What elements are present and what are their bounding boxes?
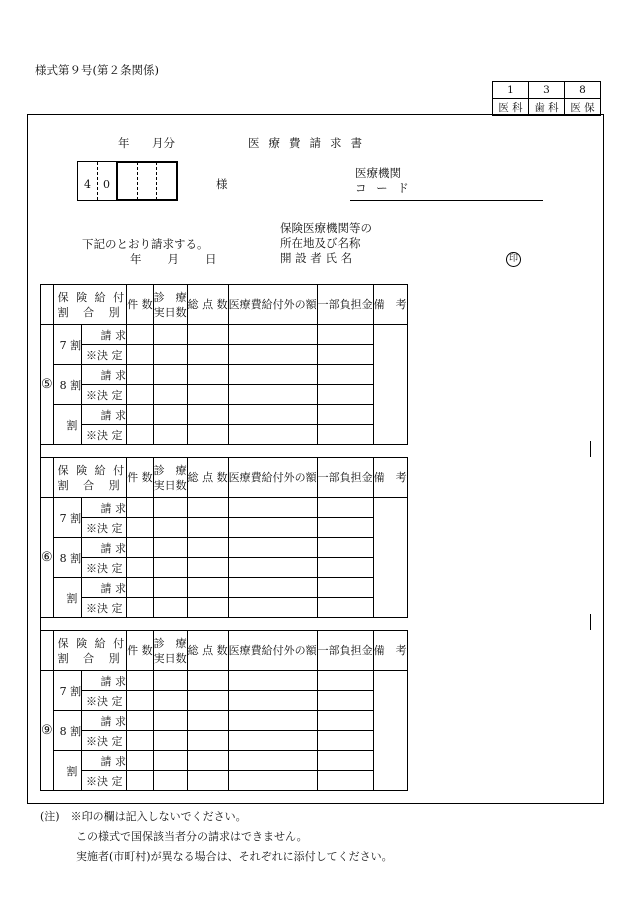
address-line: 所在地及び名称 [280,236,361,250]
points-cell[interactable] [187,405,228,425]
copay-cell[interactable] [317,405,373,425]
header-text: 割 合 別 [57,651,120,665]
points-cell[interactable] [187,671,228,691]
days-header [153,458,187,498]
count-header: 件 数 [127,285,154,325]
ratio-header [53,285,127,325]
copay-cell[interactable] [317,538,373,558]
non-benefit-cell[interactable] [228,711,317,731]
row-label: ※決 定 [82,518,127,538]
header-text: 保 険 給 付 [57,290,127,304]
non-benefit-cell[interactable] [228,671,317,691]
points-cell[interactable] [187,711,228,731]
non-benefit-cell[interactable] [228,498,317,518]
code-label: 医 保 [565,99,601,116]
points-header: 総 点 数 [187,631,228,671]
copay-cell[interactable] [317,751,373,771]
dashed-divider [137,162,138,200]
row-label: 請 求 [82,365,127,385]
dashed-divider [156,162,157,200]
non-benefit-cell[interactable] [228,325,317,345]
ratio-label: 割 [53,578,82,618]
points-cell[interactable] [187,751,228,771]
copay-header: 一部負担金 [317,631,373,671]
non-benefit-cell[interactable] [228,691,317,711]
non-benefit-cell[interactable] [228,538,317,558]
points-header: 総 点 数 [187,285,228,325]
header-text: 実日数 [153,651,187,665]
days-header [153,285,187,325]
row-label: ※決 定 [82,731,127,751]
days-cell[interactable] [153,365,187,385]
ratio-header [53,631,127,671]
non-benefit-cell[interactable] [228,365,317,385]
recipient-code-input[interactable] [116,161,178,201]
row-label: ※決 定 [82,691,127,711]
title-year: 年 [118,136,132,150]
row-label: 請 求 [82,325,127,345]
points-cell[interactable] [187,365,228,385]
row-label: ※決 定 [82,771,127,791]
row-label: ※決 定 [82,385,127,405]
days-cell[interactable] [153,731,187,751]
institution-address-label [280,221,372,266]
remarks-header: 備 考 [373,285,407,325]
count-cell[interactable] [127,771,154,791]
copay-cell[interactable] [317,365,373,385]
remarks-header: 備 考 [373,631,407,671]
code-digit: 0 [103,178,110,191]
header-text: 診 療 [153,636,187,650]
page-title: 医療費請求書 [248,136,371,150]
empty-header [41,458,54,498]
address-line: 保険医療機関等の [280,221,372,235]
count-cell[interactable] [127,578,154,598]
header-text: 保 険 給 付 [57,463,127,477]
non-benefit-cell[interactable] [228,751,317,771]
title-month: 月分 [152,136,175,150]
form-number: 様式第９号(第２条関係) [35,63,159,77]
days-cell[interactable] [153,325,187,345]
row-label: 請 求 [82,751,127,771]
notes [40,807,393,867]
code-cell: 3 [529,82,565,99]
empty-header [41,285,54,325]
copay-cell[interactable] [317,498,373,518]
ratio-label: 7 割 [53,498,82,538]
non-benefit-cell[interactable] [228,345,317,365]
ratio-label: 8 割 [53,711,82,751]
copay-cell[interactable] [317,671,373,691]
points-cell[interactable] [187,578,228,598]
code-cell: 1 [493,82,529,99]
count-cell[interactable] [127,691,154,711]
notes-prefix: (注) [40,810,60,823]
institution-code-field[interactable] [350,200,543,201]
header-text: 実日数 [153,478,187,492]
institution-code-label [355,166,412,196]
section-separator [40,614,591,630]
section-marker: ⑤ [41,325,54,445]
non-benefit-cell[interactable] [228,518,317,538]
days-cell[interactable] [153,558,187,578]
points-cell[interactable] [187,691,228,711]
copay-cell[interactable] [317,325,373,345]
copay-header: 一部負担金 [317,458,373,498]
days-cell[interactable] [153,671,187,691]
remarks-cell[interactable] [373,671,407,791]
ratio-label: 8 割 [53,365,82,405]
copay-cell[interactable] [317,345,373,365]
section-marker: ⑨ [41,671,54,791]
address-line: 開 設 者 氏 名 [280,251,353,265]
institution-code-line: コ ー ド [355,181,412,195]
count-cell[interactable] [127,365,154,385]
points-cell[interactable] [187,558,228,578]
days-cell[interactable] [153,691,187,711]
points-cell[interactable] [187,538,228,558]
count-cell[interactable] [127,385,154,405]
claim-table [40,457,408,618]
days-header [153,631,187,671]
non-benefit-cell[interactable] [228,385,317,405]
header-text: 診 療 [153,290,187,304]
dashed-divider [97,162,98,200]
row-label: 請 求 [82,538,127,558]
note-line: 実施者(市町村)が異なる場合は、それぞれに添付してください。 [76,850,393,863]
note-line: この様式で国保該当者分の請求はできません。 [76,830,308,843]
header-text: 割 合 別 [57,305,120,319]
days-cell[interactable] [153,385,187,405]
points-cell[interactable] [187,771,228,791]
points-header: 総 点 数 [187,458,228,498]
seal-icon: 印 [506,252,521,267]
non-benefit-cell[interactable] [228,558,317,578]
non-benefit-cell[interactable] [228,405,317,425]
days-cell[interactable] [153,538,187,558]
institution-code-line: 医療機関 [355,166,401,180]
date-line: 年 月 日 [130,252,218,266]
points-cell[interactable] [187,518,228,538]
row-label: ※決 定 [82,345,127,365]
count-cell[interactable] [127,498,154,518]
request-text: 下記のとおり請求する。 [82,237,209,251]
count-header: 件 数 [127,458,154,498]
count-header: 件 数 [127,631,154,671]
row-label: 請 求 [82,578,127,598]
ratio-header [53,458,127,498]
copay-cell[interactable] [317,385,373,405]
ratio-label: 8 割 [53,538,82,578]
ratio-label: 7 割 [53,325,82,365]
ratio-label: 割 [53,405,82,445]
points-cell[interactable] [187,345,228,365]
days-cell[interactable] [153,711,187,731]
remarks-cell[interactable] [373,325,407,445]
points-cell[interactable] [187,731,228,751]
row-label: 請 求 [82,711,127,731]
code-label: 歯 科 [529,99,565,116]
code-cell: 8 [565,82,601,99]
ratio-label: 割 [53,751,82,791]
code-digit: 4 [84,178,91,191]
honorific: 様 [216,177,228,191]
days-cell[interactable] [153,405,187,425]
non-benefit-cell[interactable] [228,771,317,791]
classification-code-table [492,81,601,116]
section-separator [40,441,591,457]
header-text: 実日数 [153,305,187,319]
note-line: ※印の欄は記入しないでください。 [70,810,247,823]
points-cell[interactable] [187,498,228,518]
copay-cell[interactable] [317,731,373,751]
ratio-label: 7 割 [53,671,82,711]
non-benefit-header: 医療費給付外の額 [228,285,317,325]
count-cell[interactable] [127,558,154,578]
claim-table [40,630,408,791]
count-cell[interactable] [127,325,154,345]
header-text: 割 合 別 [57,478,120,492]
days-cell[interactable] [153,751,187,771]
header-text: 保 険 給 付 [57,636,127,650]
count-cell[interactable] [127,518,154,538]
count-cell[interactable] [127,345,154,365]
row-label: ※決 定 [82,425,127,445]
count-cell[interactable] [127,671,154,691]
copay-cell[interactable] [317,578,373,598]
points-cell[interactable] [187,385,228,405]
remarks-header: 備 考 [373,458,407,498]
days-cell[interactable] [153,771,187,791]
non-benefit-header: 医療費給付外の額 [228,458,317,498]
days-cell[interactable] [153,345,187,365]
code-label: 医 科 [493,99,529,116]
row-label: 請 求 [82,405,127,425]
non-benefit-header: 医療費給付外の額 [228,631,317,671]
copay-cell[interactable] [317,518,373,538]
claim-table [40,284,408,445]
count-cell[interactable] [127,538,154,558]
row-label: 請 求 [82,671,127,691]
days-cell[interactable] [153,518,187,538]
days-cell[interactable] [153,578,187,598]
remarks-cell[interactable] [373,498,407,618]
empty-header [41,631,54,671]
copay-cell[interactable] [317,691,373,711]
count-cell[interactable] [127,751,154,771]
row-label: 請 求 [82,498,127,518]
count-cell[interactable] [127,731,154,751]
count-cell[interactable] [127,711,154,731]
row-label: ※決 定 [82,558,127,578]
points-cell[interactable] [187,325,228,345]
count-cell[interactable] [127,405,154,425]
days-cell[interactable] [153,498,187,518]
non-benefit-cell[interactable] [228,578,317,598]
header-text: 診 療 [153,463,187,477]
non-benefit-cell[interactable] [228,731,317,751]
section-marker: ⑥ [41,498,54,618]
copay-cell[interactable] [317,558,373,578]
row-label: ※決 定 [82,598,127,618]
copay-header: 一部負担金 [317,285,373,325]
copay-cell[interactable] [317,771,373,791]
copay-cell[interactable] [317,711,373,731]
